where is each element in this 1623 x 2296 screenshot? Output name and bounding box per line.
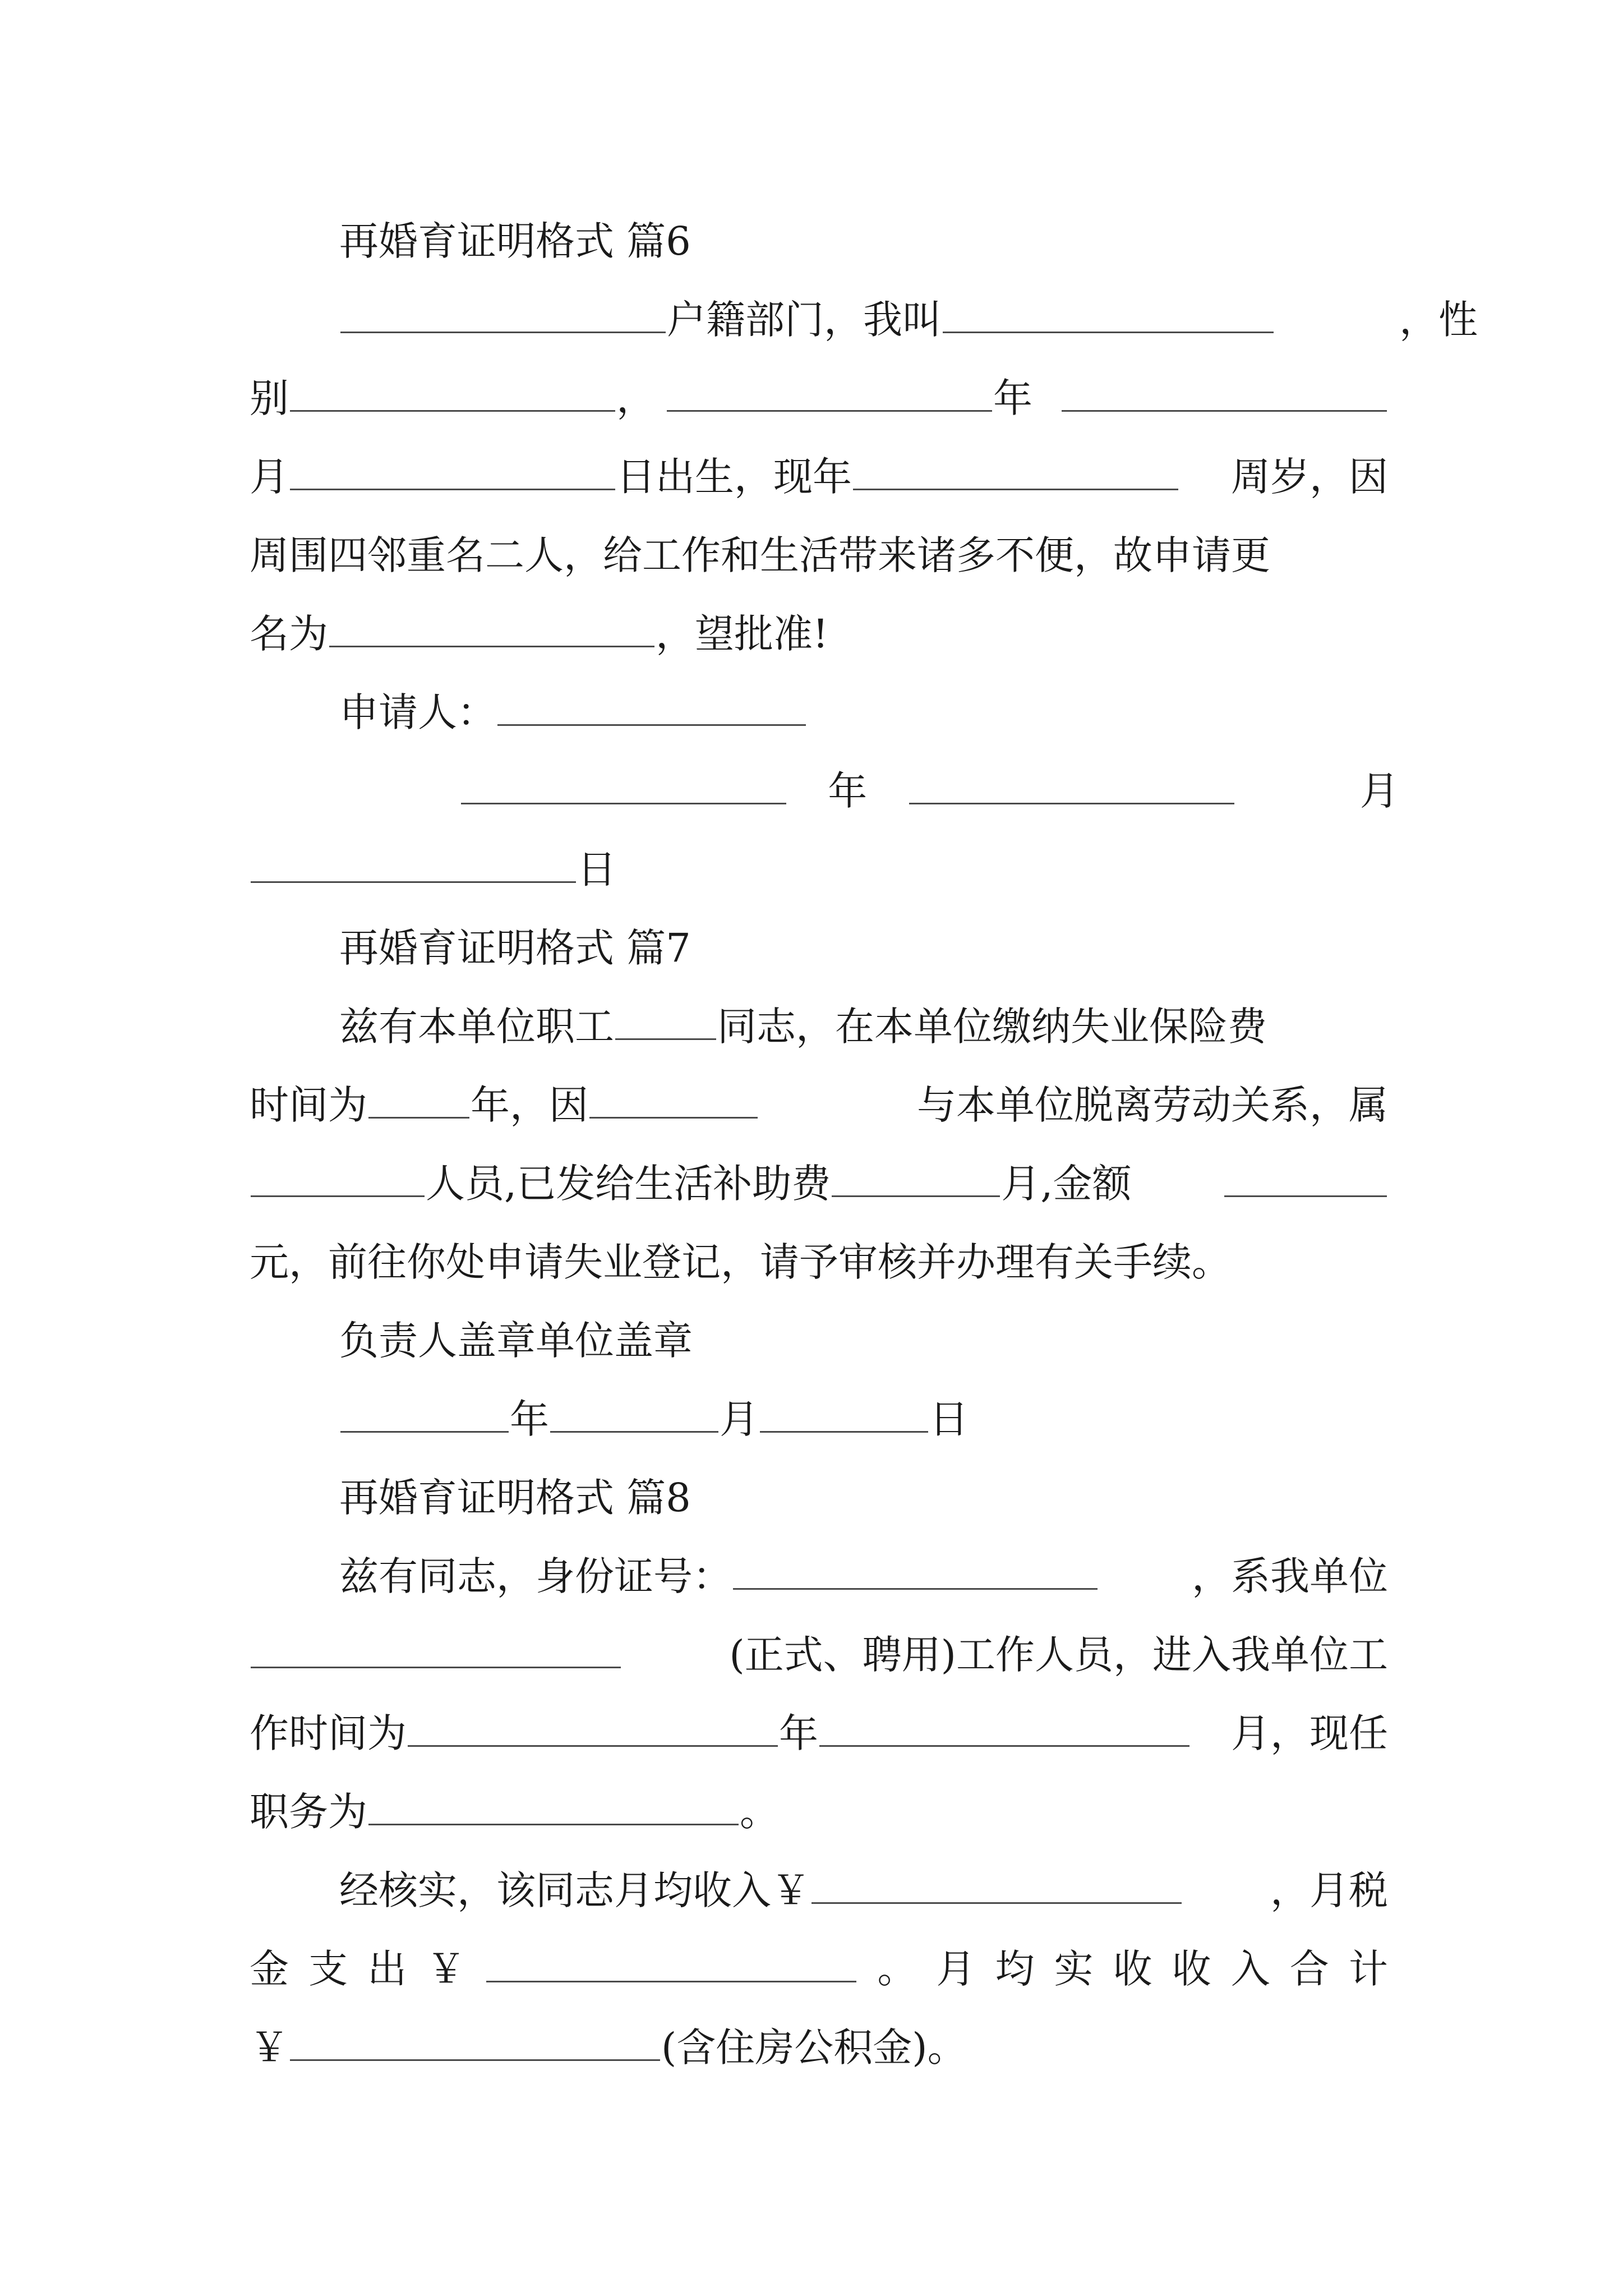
month-blank[interactable] bbox=[909, 796, 1234, 804]
section-7-seal: 负责人盖章单位盖章 bbox=[339, 1318, 693, 1364]
fill-blank[interactable] bbox=[943, 325, 1274, 333]
section-6-date-line: 年 月 bbox=[460, 763, 1388, 819]
section-7-line-3: 人员,已发给生活补助费 月,金额 bbox=[250, 1156, 1388, 1212]
day-blank[interactable] bbox=[760, 1424, 928, 1433]
fill-blank[interactable] bbox=[290, 403, 615, 412]
section-6-line-4: 周围四邻重名二人，给工作和生活带来诸多不便，故申请更 bbox=[250, 532, 1270, 578]
net-income-blank[interactable] bbox=[290, 2053, 660, 2061]
section-8-line-4: 职务为 。 bbox=[250, 1789, 779, 1835]
fill-blank[interactable] bbox=[853, 482, 1178, 490]
income-blank[interactable] bbox=[811, 1895, 1182, 1904]
fill-blank[interactable] bbox=[615, 1032, 716, 1040]
id-number-blank[interactable] bbox=[733, 1581, 1098, 1590]
section-8-line-6: 金 支 出 ￥ 。 月 均 实 收 收 入 合 计 bbox=[250, 1946, 1388, 1992]
section-8-line-7: ￥ (含住房公积金)。 bbox=[250, 2024, 967, 2070]
section-6-line-5: 名为 ，望批准! bbox=[250, 611, 829, 657]
applicant-blank[interactable] bbox=[497, 717, 806, 726]
year-blank[interactable] bbox=[408, 1738, 778, 1747]
fill-blank[interactable] bbox=[290, 482, 615, 490]
month-blank[interactable] bbox=[550, 1424, 718, 1433]
section-7-date-line: 年 月 日 bbox=[339, 1391, 1478, 1447]
section-8-line-3: 作时间为 年 月，现任 bbox=[250, 1710, 1388, 1756]
fill-blank[interactable] bbox=[340, 325, 666, 333]
section-7-line-4: 元，前往你处申请失业登记，请予审核并办理有关手续。 bbox=[250, 1239, 1231, 1285]
fill-blank[interactable] bbox=[1062, 403, 1387, 412]
fill-blank[interactable] bbox=[251, 1189, 425, 1197]
fill-blank[interactable] bbox=[1224, 1189, 1387, 1197]
section-6-line-2: 别 ， 年 bbox=[250, 370, 1388, 426]
fill-blank[interactable] bbox=[329, 639, 654, 647]
section-8-line-2: (正式、聘用)工作人员，进入我单位工 bbox=[250, 1627, 1388, 1683]
section-6-day-line: 日 bbox=[250, 841, 1388, 898]
fill-blank[interactable] bbox=[589, 1110, 758, 1119]
section-8-line-1: 兹有同志，身份证号： ，系我单位 bbox=[339, 1553, 1388, 1599]
year-blank[interactable] bbox=[461, 796, 786, 804]
fill-blank[interactable] bbox=[368, 1110, 469, 1119]
position-blank[interactable] bbox=[368, 1817, 739, 1825]
section-6-applicant: 申请人： bbox=[339, 684, 1478, 740]
section-8-line-5: 经核实，该同志月均收入￥ ，月税 bbox=[339, 1867, 1388, 1913]
tax-blank[interactable] bbox=[486, 1974, 856, 1982]
section-7-line-1: 兹有本单位职工 同志，在本单位缴纳失业保险费 bbox=[339, 1004, 1267, 1050]
fill-blank[interactable] bbox=[667, 403, 992, 412]
section-8-heading: 再婚育证明格式 篇8 bbox=[339, 1475, 691, 1521]
fill-blank[interactable] bbox=[251, 1660, 621, 1668]
section-6-line-1: 户籍部门，我叫 ，性 bbox=[339, 292, 1478, 348]
section-7-heading: 再婚育证明格式 篇7 bbox=[339, 925, 691, 971]
section-6-line-3: 月 日出生，现年 周岁，因 bbox=[250, 454, 1388, 500]
year-blank[interactable] bbox=[340, 1424, 509, 1433]
day-blank[interactable] bbox=[251, 875, 576, 883]
section-6-heading: 再婚育证明格式 篇6 bbox=[339, 218, 691, 264]
fill-blank[interactable] bbox=[832, 1189, 1000, 1197]
section-7-line-2: 时间为 年，因 与本单位脱离劳动关系，属 bbox=[250, 1082, 1388, 1128]
month-blank[interactable] bbox=[819, 1738, 1189, 1747]
